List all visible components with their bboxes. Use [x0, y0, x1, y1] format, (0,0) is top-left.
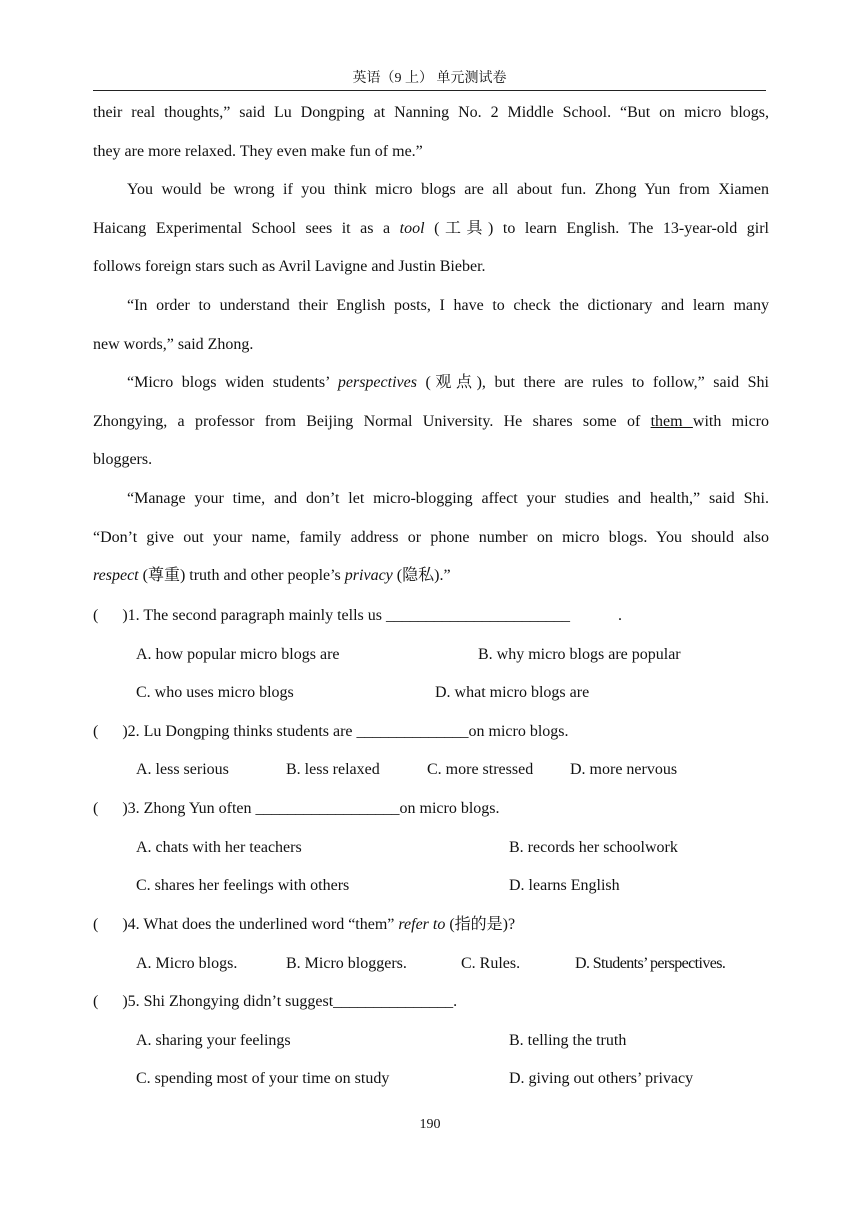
header-divider [93, 90, 766, 91]
question-1-option-d: D. what micro blogs are [435, 684, 590, 701]
question-1-option-b: B. why micro blogs are popular [478, 646, 681, 663]
question-5-option-c: C. spending most of your time on study [136, 1070, 390, 1087]
paragraph-4 [93, 364, 769, 480]
question-4-option-a: A. Micro blogs. [136, 955, 238, 972]
text-line: “Micro blogs widen students’ perspectives (观点), but there are rules to follow,” said Shi [127, 374, 769, 391]
question-3-option-b: B. records her schoolwork [509, 839, 678, 856]
paragraph-3 [93, 287, 769, 364]
italic-term: tool [399, 219, 425, 237]
question-2-option-c: C. more stressed [427, 761, 534, 778]
question-3-option-c: C. shares her feelings with others [136, 877, 350, 894]
question-3-stem: ( )3. Zhong Yun often __________________on micro blogs. [93, 800, 500, 817]
question-4-option-c: C. Rules. [461, 955, 521, 972]
text-line: Zhongying, a professor from Beijing Normal University. He shares some of them with micro [93, 412, 769, 430]
question-5-option-d: D. giving out others’ privacy [509, 1070, 694, 1087]
text-line: You would be wrong if you think micro blogs are all about fun. Zhong Yun from Xiamen [127, 181, 769, 198]
text-line: their real thoughts,” said Lu Dongping at Nanning No. 2 Middle School. “But on micro blogs, [93, 104, 769, 121]
page-number: 190 [419, 1117, 441, 1132]
question-5-stem: ( )5. Shi Zhongying didn’t suggest_______________. [93, 993, 458, 1010]
question-2-stem: ( )2. Lu Dongping thinks students are ______________on micro blogs. [93, 723, 569, 740]
question-1-option-c: C. who uses micro blogs [136, 684, 294, 701]
text-line: new words,” said Zhong. [93, 335, 254, 353]
text-line: “In order to understand their English posts, I have to check the dictionary and learn many [127, 297, 769, 314]
question-4-option-d: D. Students’ perspectives. [575, 955, 726, 972]
text-line: bloggers. [93, 451, 153, 469]
question-5-option-b: B. telling the truth [509, 1032, 627, 1049]
paragraph-2 [93, 171, 769, 287]
text-line: “Don’t give out your name, family address or phone number on micro blogs. You should also [93, 528, 769, 546]
italic-term: respect [93, 567, 139, 585]
question-3-option-d: D. learns English [509, 877, 620, 894]
question-3-option-a: A. chats with her teachers [136, 839, 302, 856]
paragraph-1 [93, 94, 769, 171]
text-line: they are more relaxed. They even make fun of me.” [93, 142, 423, 160]
question-2-option-a: A. less serious [136, 761, 229, 778]
question-1-stem: ( )1. The second paragraph mainly tells us _______________________ . [93, 607, 622, 624]
question-4-option-b: B. Micro bloggers. [286, 955, 407, 972]
text-line: Haicang Experimental School sees it as a tool (工具) to learn English. The 13-year-old girl [93, 219, 769, 237]
text-line: follows foreign stars such as Avril Lavigne and Justin Bieber. [93, 258, 486, 276]
question-2-option-b: B. less relaxed [286, 761, 380, 778]
question-5-option-a: A. sharing your feelings [136, 1032, 291, 1049]
italic-term: privacy [344, 567, 393, 585]
page-header: 英语（9 上） 单元测试卷 [352, 71, 507, 86]
underlined-word: them [650, 412, 693, 430]
text-line: respect (尊重) truth and other people’s privacy (隐私).” [93, 567, 451, 585]
question-4-stem: ( )4. What does the underlined word “them” refer to (指的是)? [93, 916, 516, 933]
question-1-option-a: A. how popular micro blogs are [136, 646, 340, 663]
paragraph-5 [93, 480, 769, 596]
question-2-option-d: D. more nervous [570, 761, 678, 778]
text-line: “Manage your time, and don’t let micro-blogging affect your studies and health,” said Shi. [127, 490, 769, 507]
italic-term: perspectives [337, 374, 417, 391]
